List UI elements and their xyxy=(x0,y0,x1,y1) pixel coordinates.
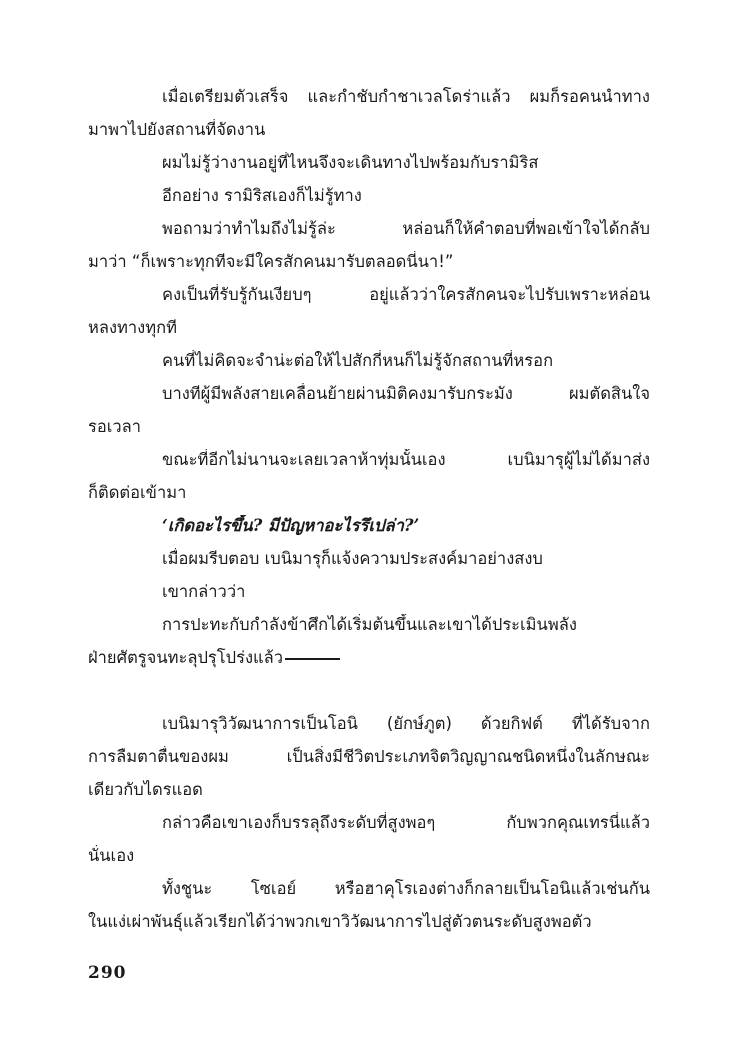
text-line: เมื่อผมรีบตอบ เบนิมารุก็แจ้งความประสงค์มาอย่างสงบ xyxy=(162,549,543,568)
text-line: กล่าวคือเขาเองก็บรรลุถึงระดับที่สูงพอๆ กับพวกคุณเทรนี่แล้ว xyxy=(162,813,650,832)
text-line: นั่นเอง xyxy=(88,846,135,865)
text-line: อีกอย่าง รามิริสเองก็ไม่รู้ทาง xyxy=(162,186,362,205)
text-line: เขากล่าวว่า xyxy=(162,582,246,601)
text-line: ผมไม่รู้ว่างานอยู่ที่ไหนจึงจะเดินทางไปพร้อมกับรามิริส xyxy=(162,153,539,172)
text-line: ขณะที่อีกไม่นานจะเลยเวลาห้าทุ่มนั้นเอง เบนิมารุผู้ไม่ได้มาส่ง xyxy=(162,450,650,469)
text-line: เดียวกับไดรแอด xyxy=(88,780,203,799)
text-line: ฝ่ายศัตรูจนทะลุปรุโปร่งแล้ว xyxy=(88,648,284,667)
text-line: มาว่า “ก็เพราะทุกทีจะมีใครสักคนมารับตลอดนี่นา!” xyxy=(88,252,454,271)
text-line: มาพาไปยังสถานที่จัดงาน xyxy=(88,120,266,139)
text-line: พอถามว่าทำไมถึงไม่รู้ล่ะ หล่อนก็ให้คำตอบที่พอเข้าใจได้กลับ xyxy=(162,219,650,238)
em-dash-rule xyxy=(285,658,340,660)
text-line: รอเวลา xyxy=(88,417,142,436)
text-line: เบนิมารุวิวัฒนาการเป็นโอนิ (ยักษ์ภูต) ด้วยกิฟต์ ที่ได้รับจาก xyxy=(162,714,650,733)
text-line-with-dash xyxy=(88,647,650,669)
text-line: ก็ติดต่อเข้ามา xyxy=(88,483,187,502)
text-line: เมื่อเตรียมตัวเสร็จ และกำชับกำชาเวลโดร่าแล้ว ผมก็รอคนนำทาง xyxy=(162,87,650,106)
page-number: 290 xyxy=(88,963,127,983)
text-line: หลงทางทุกที xyxy=(88,318,177,337)
text-line: ทั้งชูนะ โซเอย์ หรือฮาคุโรเองต่างก็กลายเป็นโอนิแล้วเช่นกัน xyxy=(162,879,650,898)
text-line: คนที่ไม่คิดจะจำน่ะต่อให้ไปสักกี่หนก็ไม่รู้จักสถานที่หรอก xyxy=(162,351,554,370)
text-line: การลืมตาตื่นของผม เป็นสิ่งมีชีวิตประเภทจิตวิญญาณชนิดหนึ่งในลักษณะ xyxy=(88,747,650,766)
text-line: คงเป็นที่รับรู้กันเงียบๆ อยู่แล้วว่าใครสักคนจะไปรับเพราะหล่อน xyxy=(162,285,650,304)
text-line: ในแง่เผ่าพันธุ์แล้วเรียกได้ว่าพวกเขาวิวัฒนาการไปสู่ตัวตนระดับสูงพอตัว xyxy=(88,912,592,931)
italic-dialogue-line: ‘เกิดอะไรขึ้น? มีปัญหาอะไรรึเปล่า?’ xyxy=(162,516,420,535)
text-line: บางทีผู้มีพลังสายเคลื่อนย้ายผ่านมิติคงมารับกระมัง ผมตัดสินใจ xyxy=(162,384,650,403)
text-line: การปะทะกับกำลังข้าศึกได้เริ่มต้นขึ้นและเขาได้ประเมินพลัง xyxy=(162,615,577,634)
